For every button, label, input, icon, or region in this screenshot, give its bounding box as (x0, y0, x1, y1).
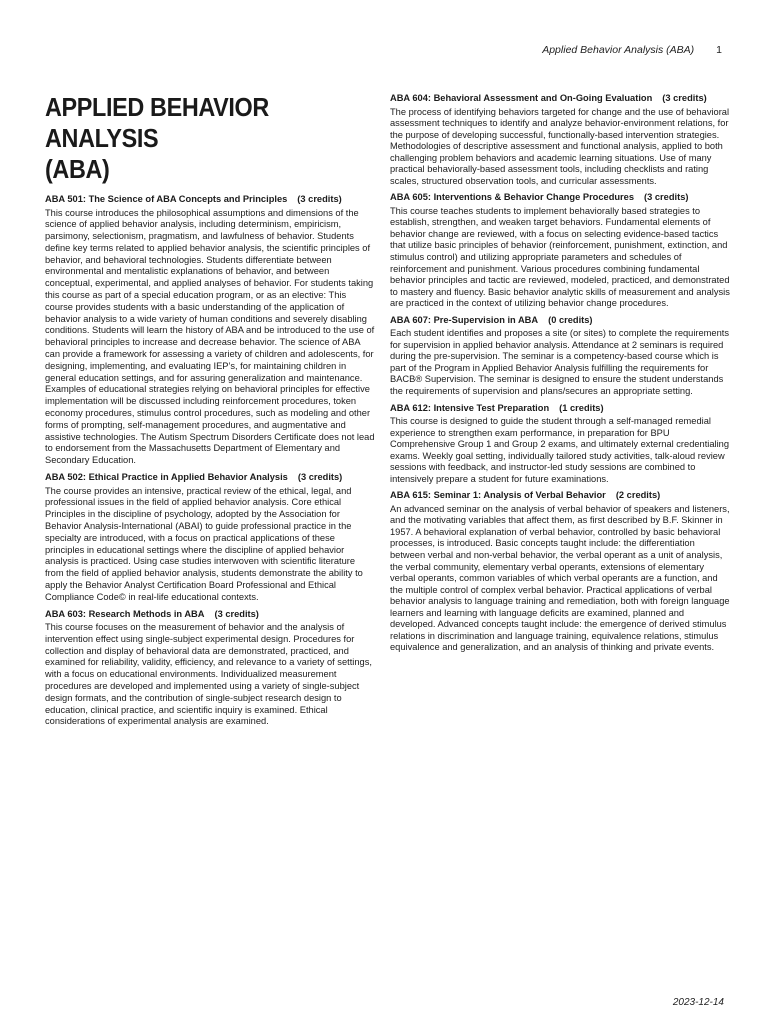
course-entry-aba-502 (45, 471, 375, 603)
course-description: This course teaches students to implement behaviorally based strategies to establish, strengthen, and weaken target behaviors. Fundamental elements of behavior change are reviewed, with a focus on selecting evidence-based tactics that utilize basic principles of behavior (reinforcement, punishment, extinction, and stimulus control) and utilizing appropriate parameters and schedules of reinforcement and punishment. Various procedures combining fundamental behavior principles and tactic are reviewed, modeled, practiced, and demonstrated to mastery and fluency. Basic behavior analytic skills of measurement and analysis are practiced in the context of utilizing behavior change procedures. (390, 205, 730, 309)
page-number: 1 (716, 44, 722, 56)
course-credits: (0 credits) (548, 314, 593, 325)
course-description: This course introduces the philosophical assumptions and dimensions of the science of applied behavior analysis, including determinism, empiricism, parsimony, selectionism, pragmatism, and lawfulness of behavior. Students define key terms related to applied behavior analysis, the scientific principles of behavior, and behavioral technologies. Students differentiate between environmental and mentalistic explanations of behavior, and between conceptual, experimental, and applied analyses of behavior. For students taking this course as part of a special education program, or as an elective: This course provides students with a basic understanding of the application of behavior analysis to a wide variety of human conditions and severely disabling conditions. Students will learn the history of ABA and be introduced to the use of behavioral principles to increase and decrease behavior. The science of ABA can provide a framework for assessing a variety of children and adolescents, for designing, implementing, and evaluating IEP’s, for maintaining children in general education settings, and for assuring generalization and maintenance. Examples of educational strategies relying on behavioral principles for effective implementation will be discussed including reinforcement procedures, token economy procedures, stimulus control procedures, such as modeling and other forms of prompting, self-management procedures, and augmentative and assistive technologies. The Autism Spectrum Disorders Certificate does not lead to endorsement from the Massachusetts Department of Elementary and Secondary Education. (45, 207, 375, 466)
course-code-title: ABA 615: Seminar 1: Analysis of Verbal Behavior (390, 490, 606, 501)
course-code-title: ABA 603: Research Methods in ABA (45, 608, 205, 619)
course-entry-aba-604 (390, 92, 730, 187)
course-entry-aba-605 (390, 191, 730, 309)
left-column (45, 92, 375, 732)
course-credits: (3 credits) (644, 192, 689, 203)
course-description: An advanced seminar on the analysis of verbal behavior of speakers and listeners, and the motivating variables that affect them, as first described by B.F. Skinner in 1957. A behavioral explanation of verbal behavior, controlled by basic behavioral processes, is introduced. Basic concepts taught include: the differentiation between verbal and non-verbal behavior, the verbal operant as a unit of analysis, the verbal community, elementary verbal operants, extensions of elementary verbal operants, common variables of which verbal operants are a function, and the multiple control of complex verbal behavior. Practical applications of verbal behavior analysis to language training and remediation, both with foreign language learners and learning with language deficits are examined, planned and developed. Advanced concepts taught include: the emergence of derived stimulus relations in discrimination and language training, equivalence relations, stimulus equivalence and generalization, and an analysis of thinking and private events. (390, 503, 730, 653)
course-credits: (2 credits) (615, 490, 661, 501)
course-code-title: ABA 501: The Science of ABA Concepts and Principles (45, 194, 288, 204)
course-credits: (3 credits) (214, 608, 259, 619)
course-description: The course provides an intensive, practical review of the ethical, legal, and professional issues in the field of applied behavior analysis. Core ethical Principles in the discipline of psychology, adopted by the Association for Behavior Analysis-International (ABAI) to guide professional practice in the specialty are introduced, with a focus on practical applications of these principles in educational settings where the discipline of applied behavior analysis is practiced. Using case studies interwoven with scientific literature from the field of applied behavior analysis, students demonstrate the ability to apply the Behavior Analyst Certification Board Professional and Ethical Compliance Code© in real-life educational contexts. (45, 485, 363, 602)
running-title: Applied Behavior Analysis (ABA) (542, 44, 695, 56)
course-credits: (3 credits) (662, 93, 707, 103)
page-title-line-2: (ABA) (45, 154, 110, 184)
running-header (542, 44, 722, 56)
course-description: This course focuses on the measurement of behavior and the analysis of intervention effect using single-subject experimental design. Procedures for collection and display of behavioral data are demonstrated, practiced, and examined for reliability, validity, efficiency, and relevance to a variety of settings, with a focus on educational environments. Individualized measurement procedures are developed and implemented using a variety of single-subject design formats, and the contribution of single-subject research design to education, clinical practice, and scientific inquiry is examined. Ethical considerations of experimental analysis are examined. (45, 622, 372, 727)
course-heading (390, 314, 730, 328)
course-code-title: ABA 607: Pre-Supervision in ABA (390, 314, 539, 325)
course-heading (45, 471, 375, 485)
course-entry-aba-612 (390, 402, 730, 486)
course-description: This course is designed to guide the student through a self-managed remedial experience to strengthen exam performance, in preparation for BPU Comprehensive Group 1 and Group 2 exams, and ultimately external credentialing exams. Weekly goal setting, individually tailored study activities, talk-aloud review sessions with feedback, and instructor-led study sessions are combined to intensively prepare a student for future examinations. (390, 416, 730, 484)
course-credits: (1 credits) (559, 402, 604, 413)
course-credits: (3 credits) (297, 472, 343, 483)
page-title (45, 92, 342, 185)
course-code-title: ABA 604: Behavioral Assessment and On-Going Evaluation (390, 93, 653, 103)
course-entry-aba-501 (45, 193, 375, 467)
course-credits: (3 credits) (297, 194, 342, 204)
course-entry-aba-615 (390, 489, 730, 654)
right-column (390, 92, 730, 658)
page-title-line-1: APPLIED BEHAVIOR ANALYSIS (45, 92, 269, 153)
course-heading (45, 608, 375, 622)
course-description: The process of identifying behaviors targeted for change and the use of behavioral assessment techniques to identify and analyze behavior-environment relations, for the purpose of developing successful, functionally-based intervention strategies. Methodologies of descriptive assessment and functional analysis, applied to both challenging problem behaviors and academic learning situations. Use of many practical behaviorally-based assessment tools, including checklists and rating scales, structured observation tools, and curricular assessments. (390, 106, 730, 186)
footer-date: 2023-12-14 (672, 997, 724, 1008)
course-heading (390, 92, 730, 106)
course-code-title: ABA 612: Intensive Test Preparation (390, 402, 550, 413)
course-code-title: ABA 502: Ethical Practice in Applied Behavior Analysis (45, 472, 288, 483)
course-heading (45, 193, 375, 207)
course-entry-aba-603 (45, 608, 375, 729)
course-heading (390, 402, 730, 416)
course-heading (390, 489, 730, 503)
course-code-title: ABA 605: Interventions & Behavior Change Procedures (390, 192, 635, 203)
course-description: Each student identifies and proposes a site (or sites) to complete the requirements for supervision in applied behavior analysis. Attendance at 2 seminars is required during the pre-supervision. The seminar is a competency-based course which is part of the Program in Applied Behavior Analysis fulfilling the requirements for BACB® Supervision. The seminar is designed to ensure the student understands the requirements of supervision and plans/secures an appropriate setting. (390, 328, 730, 396)
course-heading (390, 191, 730, 205)
course-entry-aba-607 (390, 314, 730, 398)
